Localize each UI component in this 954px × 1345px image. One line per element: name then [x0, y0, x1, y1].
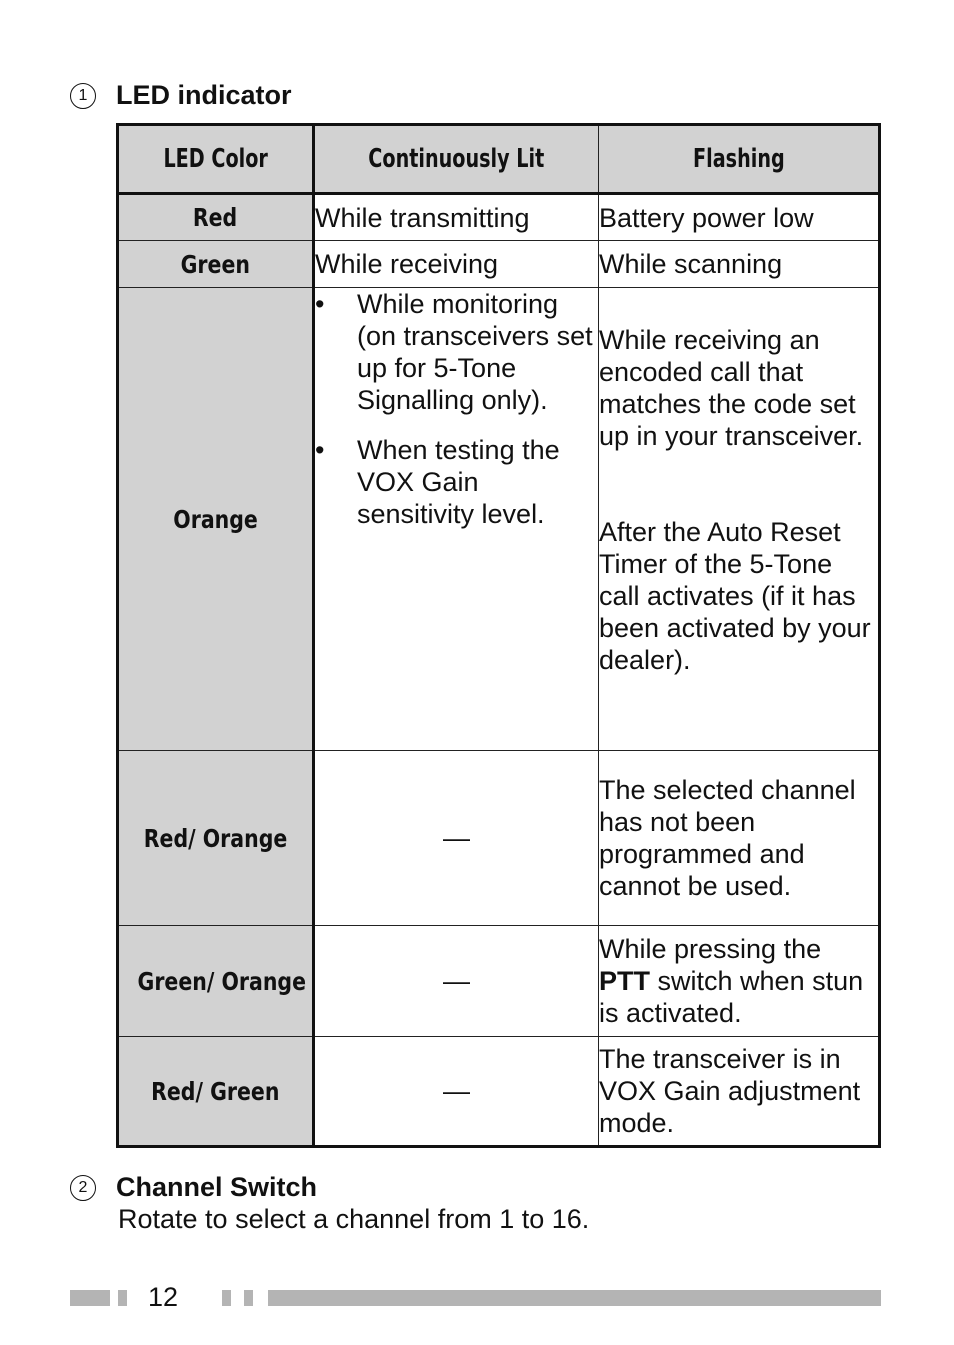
section-channel-switch-heading: [70, 1172, 317, 1203]
flash-cell: Battery power low: [599, 194, 880, 241]
flash-cell: While scanning: [599, 241, 880, 288]
led-color-cell: Red/ Orange: [118, 751, 314, 926]
table-header-row: [118, 125, 880, 194]
lit-cell: —: [314, 751, 599, 926]
section-title: Channel Switch: [116, 1172, 318, 1202]
lit-cell: —: [314, 926, 599, 1037]
section-number-badge: 1: [70, 83, 96, 109]
table-row: [118, 241, 880, 288]
led-color-cell: Red/ Green: [118, 1037, 314, 1147]
flash-cell: [599, 288, 880, 751]
led-color-cell: Green: [118, 241, 314, 288]
led-color-cell: Red: [118, 194, 314, 241]
section-number-badge: 2: [70, 1175, 96, 1201]
bullet-item: • When testing the VOX Gain sensitivity level.: [315, 435, 560, 529]
led-color-cell: Green/ Orange: [118, 926, 314, 1037]
table-row: [118, 1037, 880, 1147]
table-row: [118, 926, 880, 1037]
led-indicator-table: [116, 123, 881, 1148]
section-description: Rotate to select a channel from 1 to 16.: [118, 1204, 590, 1234]
flash-cell: While pressing the PTT switch when stun is activated.: [599, 926, 880, 1037]
flash-cell: The selected channel has not been programmed and cannot be used.: [599, 751, 880, 926]
lit-cell: [314, 288, 599, 751]
flash-paragraph: While receiving an encoded call that matches the code set up in your transceiver.: [599, 325, 864, 451]
header-continuously-lit: Continuously Lit: [314, 125, 599, 194]
footer-bar: [0, 1290, 954, 1306]
lit-cell: —: [314, 1037, 599, 1147]
ptt-label: PTT: [599, 966, 650, 996]
led-color-cell: Orange: [118, 288, 314, 751]
lit-cell: While receiving: [314, 241, 599, 288]
flash-paragraph: After the Auto Reset Timer of the 5-Tone call activates (if it has been activated by your dealer).: [599, 517, 871, 675]
page-number: 12: [148, 1282, 179, 1312]
table-row: [118, 288, 880, 751]
lit-cell: While transmitting: [314, 194, 599, 241]
header-flashing: Flashing: [599, 125, 880, 194]
table-row: [118, 194, 880, 241]
header-led-color: LED Color: [118, 125, 314, 194]
section-led-indicator-heading: [70, 80, 292, 111]
table-row: [118, 751, 880, 926]
flash-cell: The transceiver is in VOX Gain adjustment mode.: [599, 1037, 880, 1147]
bullet-item: • While monitoring (on transceivers set up for 5-Tone Signalling only).: [315, 289, 593, 415]
section-title: LED indicator: [116, 80, 292, 110]
